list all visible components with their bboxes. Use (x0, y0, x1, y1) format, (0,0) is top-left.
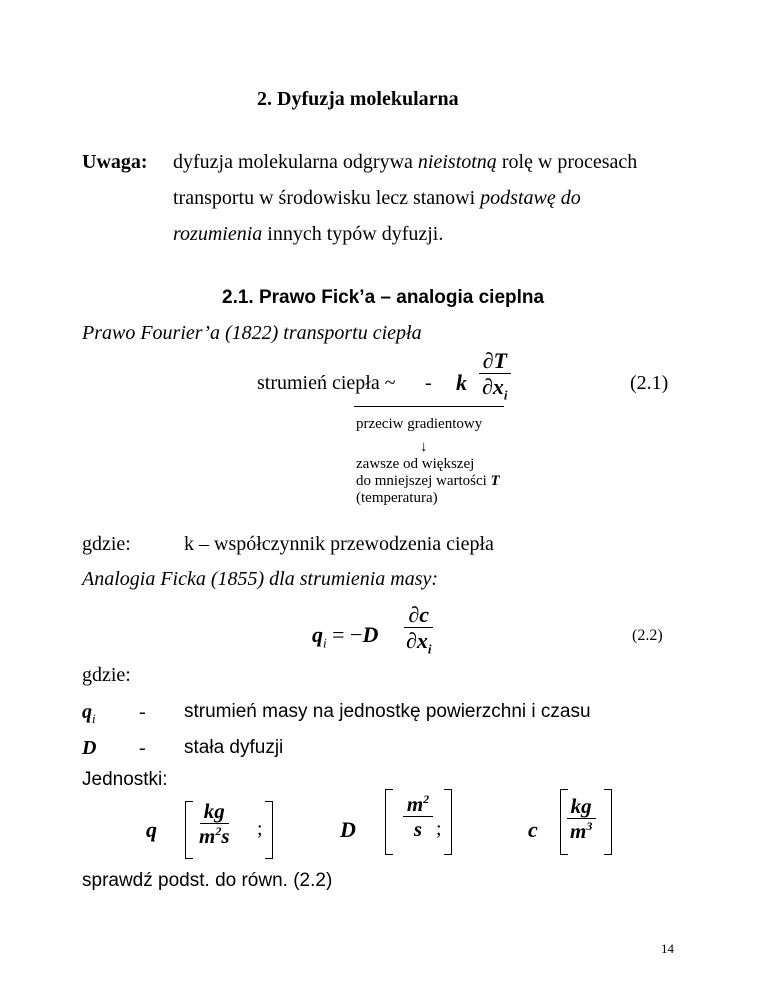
eq2-fraction (402, 602, 436, 658)
unit-d-symbol: D (340, 817, 356, 842)
eq2-numerator: ∂c (404, 602, 433, 628)
annotation-line-4: (temperatura) (356, 490, 438, 506)
note-label: Uwaga: (82, 151, 148, 173)
where1-label: gdzie: (82, 533, 131, 555)
section-title: 2. Dyfuzja molekularna (257, 88, 459, 110)
eq2-denominator: $\partial x_i$ (406, 628, 432, 657)
def-d-text: stała dyfuzji (184, 737, 284, 758)
note-line-2: transportu w środowisku lecz stanowi podstawę do (173, 187, 581, 209)
unit-q-symbol: q (146, 817, 157, 842)
unit-c-right-bracket (604, 789, 612, 855)
fourier-heading: Prawo Fourier’a (1822) transportu ciepła (82, 322, 422, 344)
eq2-lhs: $q_i = -D$ (312, 622, 379, 651)
unit-d-right-bracket (444, 789, 452, 855)
eq1-numerator: ∂T (479, 348, 511, 374)
note-line-1: dyfuzja molekularna odgrywa nieistotną rolę w procesach (173, 151, 638, 173)
eq1-number: (2.1) (630, 372, 669, 394)
fick-heading: Analogia Ficka (1855) dla strumienia masy: (82, 568, 439, 590)
note-line-3: rozumienia innych typów dyfuzji. (173, 223, 444, 245)
unit-q-separator: ; (257, 818, 263, 840)
annotation (356, 416, 500, 507)
def-d-dash: - (139, 737, 146, 759)
unit-c-fraction: $\frac{kg}{m^3}$ (566, 794, 596, 843)
eq1-denominator: $\partial x_i$ (482, 374, 508, 403)
def-q-dash: - (139, 701, 146, 723)
def-d-symbol: D (82, 737, 97, 759)
def-q-symbol: $q_i$ (82, 701, 96, 726)
unit-c-symbol: c (528, 817, 538, 842)
annotation-line-1: przeciw gradientowy (356, 416, 483, 432)
eq2-number: (2.2) (632, 627, 663, 644)
unit-q-right-bracket (265, 801, 273, 859)
unit-q-fraction: $\frac{kg}{m^2s}$ (199, 799, 230, 849)
eq1-minus: - (425, 372, 432, 394)
check-text: sprawdź podst. do równ. (2.2) (82, 870, 333, 891)
subsection-title: 2.1. Prawo Fick’a – analogia cieplna (222, 287, 545, 308)
eq1-lhs: strumień ciepła ~ (257, 372, 396, 394)
eq1-underline (354, 406, 504, 407)
units-label: Jednostki: (82, 769, 168, 790)
eq1-k: k (456, 370, 467, 395)
down-arrow-icon: ↓ (420, 439, 428, 455)
unit-d-separator: ; (436, 818, 442, 840)
annotation-line-3: do mniejszej wartości T (356, 473, 500, 489)
annotation-line-2: zawsze od większej (356, 456, 475, 472)
def-q-text: strumień masy na jednostkę powierzchni i czasu (184, 701, 591, 722)
where1-text: k – współczynnik przewodzenia ciepła (184, 533, 494, 555)
where2-label: gdzie: (82, 664, 131, 686)
unit-q-left-bracket (185, 801, 193, 859)
page-number: 14 (661, 941, 674, 956)
unit-d-fraction: $\frac{m^2}{s}$ (392, 792, 444, 841)
eq1-fraction (478, 348, 512, 404)
